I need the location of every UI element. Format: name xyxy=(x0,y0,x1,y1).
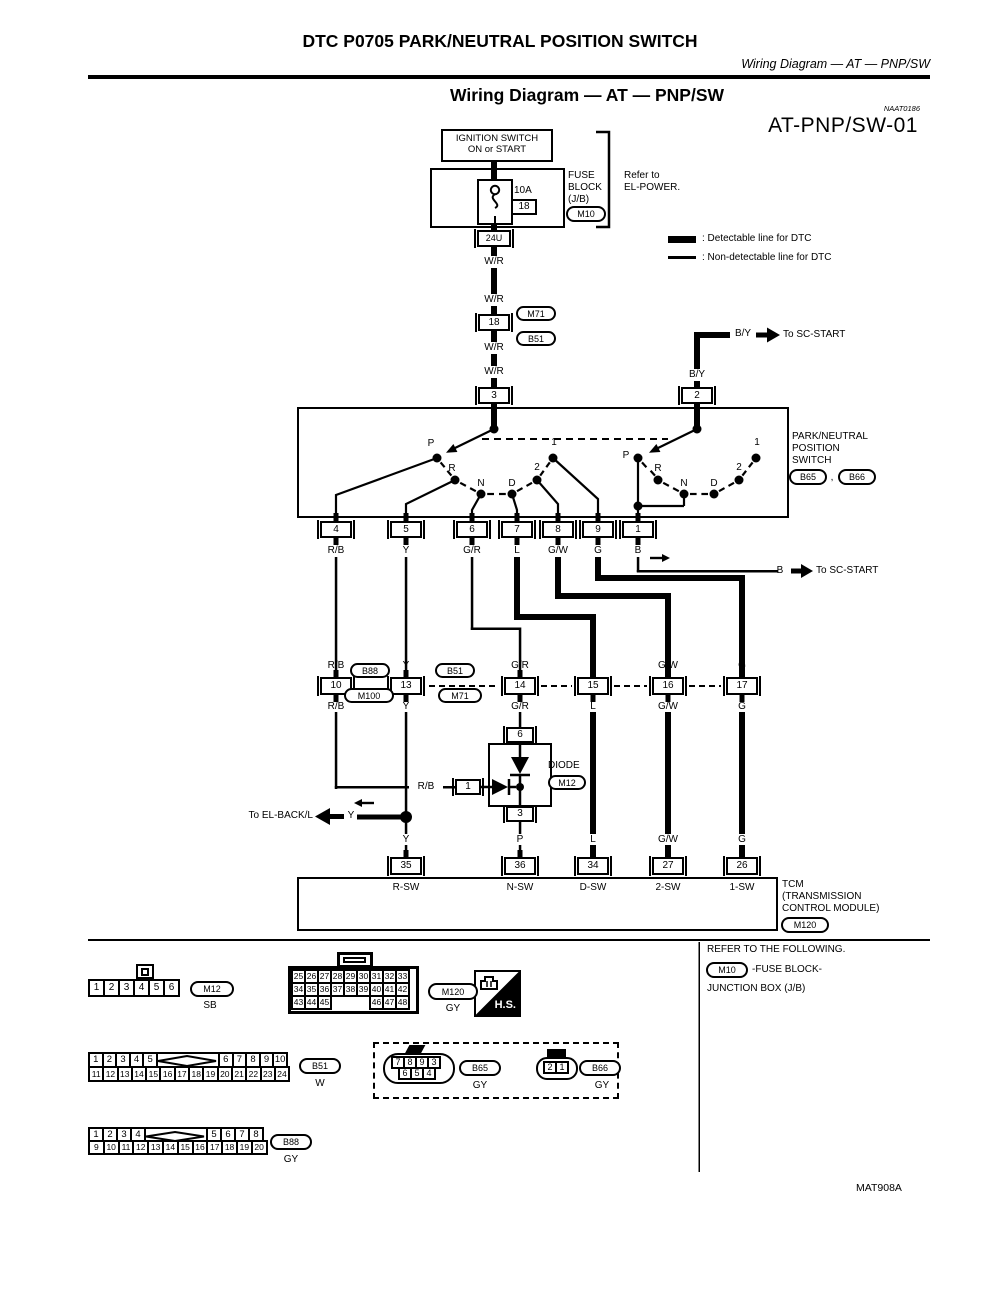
connector-cell: 4 xyxy=(129,1052,145,1068)
connector-cell: 12 xyxy=(132,1140,149,1155)
connector-cell: 2 xyxy=(102,1127,118,1142)
connector-cell: 2 xyxy=(543,1061,557,1074)
connector-cell: 16 xyxy=(192,1140,209,1155)
connector-ref-m10-footer: M10 xyxy=(706,962,748,978)
terminal-9: 9 xyxy=(582,521,614,538)
tcm-terminal-27: 27 xyxy=(652,857,684,875)
switch-position-2: 2 xyxy=(736,462,742,473)
connector-cell: 40 xyxy=(369,982,384,997)
wire-label-y: Y xyxy=(398,834,414,845)
connector-cell: 24 xyxy=(274,1066,290,1082)
connector-ref-b66-footer: B66 xyxy=(579,1060,621,1076)
terminal-7: 7 xyxy=(501,521,533,538)
connector-cell: 13 xyxy=(117,1066,133,1082)
wire-label-wr: W/R xyxy=(484,294,504,305)
b88-color: GY xyxy=(283,1154,299,1165)
wire-label-rb-diode: R/B xyxy=(409,781,443,792)
fuse-block-box xyxy=(430,168,565,228)
switch-position-r: R xyxy=(448,463,456,474)
connector-cell: 16 xyxy=(159,1066,175,1082)
b66-color: GY xyxy=(594,1080,610,1091)
terminal-13: 13 xyxy=(390,677,422,695)
b51-row2 xyxy=(88,1066,290,1082)
connector-ref-b51: B51 xyxy=(516,331,556,346)
wire-color-y: Y xyxy=(402,545,410,556)
connector-cell: 9 xyxy=(88,1140,105,1155)
wire-color-l: L xyxy=(590,701,596,712)
pnp-name-line1: PARK/NEUTRAL xyxy=(792,431,868,442)
connector-cell: 25 xyxy=(291,969,306,984)
connector-cell: 7 xyxy=(234,1127,250,1142)
connector-cell: 31 xyxy=(369,969,384,984)
switch-position-1: 1 xyxy=(754,437,760,448)
diode-terminal-1: 1 xyxy=(455,779,481,795)
wire-label-wr: W/R xyxy=(484,256,504,267)
code-ref: NAAT0186 xyxy=(883,104,920,113)
wire-color-y: Y xyxy=(402,701,410,712)
wire-color-gr: G/R xyxy=(511,701,529,712)
connector-cell: 42 xyxy=(395,982,410,997)
connector-ref-b88-footer: B88 xyxy=(270,1134,312,1150)
connector-cell: 34 xyxy=(291,982,306,997)
connector-cell: 8 xyxy=(403,1056,417,1069)
connector-cell: 5 xyxy=(206,1127,222,1142)
ignition-line2: ON or START xyxy=(467,144,527,155)
connector-cell: 13 xyxy=(147,1140,164,1155)
wire-label-y: Y xyxy=(347,810,355,821)
wire-color-gw: G/W xyxy=(658,701,678,712)
pnp-name-line2: POSITION xyxy=(792,443,840,454)
connector-cell: 6 xyxy=(220,1127,236,1142)
wire-color-l: L xyxy=(514,545,520,556)
connector-cell: 17 xyxy=(206,1140,223,1155)
connector-cell: 18 xyxy=(188,1066,204,1082)
connector-cell: 44 xyxy=(304,995,319,1010)
refer-el-power-line2: EL-POWER. xyxy=(624,182,681,193)
connector-cell: 3 xyxy=(115,1052,131,1068)
switch-position-1: 1 xyxy=(551,437,557,448)
connector-cell: 8 xyxy=(245,1052,261,1068)
connector-separator: , xyxy=(830,472,834,483)
wire-label-wr: W/R xyxy=(484,366,504,377)
connector-cell: 27 xyxy=(317,969,332,984)
wire-color-rb: R/B xyxy=(327,701,345,712)
diode-label: DIODE xyxy=(548,760,580,771)
connector-ref-b51-footer: B51 xyxy=(299,1058,341,1074)
to-sc-start-label: To SC-START xyxy=(783,329,846,340)
signal-2-sw: 2-SW xyxy=(655,882,681,893)
connector-cell: 18 xyxy=(221,1140,238,1155)
connector-cell: 14 xyxy=(162,1140,179,1155)
to-sc-start-label: To SC-START xyxy=(816,565,879,576)
wire-color-gw: G/W xyxy=(658,660,678,671)
connector-cell: 11 xyxy=(88,1066,104,1082)
legend-non-detectable: : Non-detectable line for DTC xyxy=(702,252,832,263)
m120-row3 xyxy=(291,995,410,1010)
to-el-backl-label: To EL-BACK/L xyxy=(248,810,313,821)
connector-ref-m71: M71 xyxy=(438,688,482,703)
connector-cell: 11 xyxy=(118,1140,135,1155)
tcm-name-line1: TCM xyxy=(782,879,804,890)
connector-cell: 26 xyxy=(304,969,319,984)
connector-cell: 5 xyxy=(410,1067,424,1080)
connector-cell: 30 xyxy=(356,969,371,984)
b88-row2 xyxy=(88,1140,268,1155)
tcm-terminal-36: 36 xyxy=(504,857,536,875)
connector-cell: 45 xyxy=(317,995,332,1010)
connector-cell: 2 xyxy=(103,979,120,997)
connector-cell: 38 xyxy=(343,982,358,997)
switch-position-p: P xyxy=(427,438,435,449)
terminal-15: 15 xyxy=(577,677,609,695)
refer-el-power-line1: Refer to xyxy=(624,170,660,181)
connector-cell: 5 xyxy=(142,1052,158,1068)
wire-label-g: G xyxy=(734,834,750,845)
connector-cell: 43 xyxy=(291,995,306,1010)
wire-label-by: B/Y xyxy=(688,369,706,380)
connector-cell: 1 xyxy=(88,1052,104,1068)
diode-terminal-3: 3 xyxy=(506,806,534,822)
wire-label-l: L xyxy=(585,834,601,845)
connector-cell: 6 xyxy=(163,979,180,997)
b65-color: GY xyxy=(472,1080,488,1091)
tcm-name-line3: CONTROL MODULE) xyxy=(782,903,880,914)
m120-tab-inner xyxy=(343,957,366,963)
b66-tab xyxy=(547,1049,566,1058)
switch-position-n: N xyxy=(477,478,485,489)
terminal-18: 18 xyxy=(478,314,510,331)
wire-label-p: P xyxy=(512,834,528,845)
terminal-2: 2 xyxy=(681,387,713,404)
connector-cell: 19 xyxy=(202,1066,218,1082)
diagram-id: AT-PNP/SW-01 xyxy=(768,114,918,137)
terminal-1: 1 xyxy=(622,521,654,538)
wire-color-b: B xyxy=(634,545,642,556)
terminal-16: 16 xyxy=(652,677,684,695)
wire-color-g: G xyxy=(738,660,746,671)
terminal-5: 5 xyxy=(390,521,422,538)
connector-ref-b65-footer: B65 xyxy=(459,1060,501,1076)
section-title: Wiring Diagram — AT — PNP/SW xyxy=(449,85,725,105)
connector-cell: 39 xyxy=(356,982,371,997)
fuse-block-ref-text: -FUSE BLOCK- xyxy=(752,964,823,975)
terminal-6: 6 xyxy=(456,521,488,538)
connector-cell: 1 xyxy=(88,1127,104,1142)
tcm-terminal-34: 34 xyxy=(577,857,609,875)
signal-d-sw: D-SW xyxy=(579,882,607,893)
wire-color-g: G xyxy=(738,701,746,712)
fuse-number-box: 18 xyxy=(511,199,537,215)
connector-cell: 28 xyxy=(330,969,345,984)
wire-color-g: G xyxy=(594,545,602,556)
connector-cell: 35 xyxy=(304,982,319,997)
fuse-block-line1: FUSE xyxy=(568,170,595,181)
connector-cell: 10 xyxy=(272,1052,288,1068)
wire-color-l: L xyxy=(590,660,596,671)
wire-color-rb: R/B xyxy=(327,660,345,671)
connector-ref-b88: B88 xyxy=(350,663,390,678)
connector-cell: 36 xyxy=(317,982,332,997)
connector-cell: 46 xyxy=(369,995,384,1010)
connector-cell: 9 xyxy=(259,1052,275,1068)
connector-cell: 12 xyxy=(102,1066,118,1082)
connector-cell: 4 xyxy=(133,979,150,997)
connector-cell: 23 xyxy=(260,1066,276,1082)
tcm-terminal-35: 35 xyxy=(390,857,422,875)
connector-cell: 5 xyxy=(148,979,165,997)
connector-cell: 10 xyxy=(103,1140,120,1155)
connector-cell: 41 xyxy=(382,982,397,997)
connector-ref-m120-footer: M120 xyxy=(428,983,478,1000)
connector-cell: 2 xyxy=(102,1052,118,1068)
m12-tab-inner xyxy=(141,968,149,976)
connector-ref-m12-footer: M12 xyxy=(190,981,234,997)
connector-cell: 17 xyxy=(174,1066,190,1082)
wire-color-y: Y xyxy=(402,660,410,671)
connector-cell: 15 xyxy=(145,1066,161,1082)
connector-ref-m10: M10 xyxy=(566,206,606,222)
connector-ref-b66: B66 xyxy=(838,469,876,485)
wire-color-rb: R/B xyxy=(327,545,345,556)
connector-cell: 8 xyxy=(248,1127,264,1142)
refer-title: REFER TO THE FOLLOWING. xyxy=(707,944,846,955)
connector-cell: 3 xyxy=(116,1127,132,1142)
connector-ref-m71: M71 xyxy=(516,306,556,321)
connector-cell: 37 xyxy=(330,982,345,997)
wire-label-by: B/Y xyxy=(734,328,752,339)
b51-color: W xyxy=(315,1078,325,1089)
fuse-block-line2: BLOCK xyxy=(568,182,602,193)
connector-cell: 15 xyxy=(177,1140,194,1155)
connector-cell: 3 xyxy=(118,979,135,997)
m12-color: SB xyxy=(203,1000,217,1011)
terminal-17: 17 xyxy=(726,677,758,695)
hs-label: H.S. xyxy=(494,999,516,1011)
diode-box xyxy=(488,743,552,807)
signal-1-sw: 1-SW xyxy=(729,882,755,893)
connector-cell: 4 xyxy=(130,1127,146,1142)
connector-ref-m100: M100 xyxy=(344,688,394,703)
breadcrumb: Wiring Diagram — AT — PNP/SW xyxy=(741,57,930,71)
connector-cell: 6 xyxy=(398,1067,412,1080)
tcm-terminal-26: 26 xyxy=(726,857,758,875)
connector-ref-m12: M12 xyxy=(548,775,586,790)
wire-label-b: B xyxy=(776,565,784,576)
terminal-4: 4 xyxy=(320,521,352,538)
diode-terminal-6: 6 xyxy=(506,727,534,743)
connector-cell: 3 xyxy=(427,1056,441,1069)
signal-n-sw: N-SW xyxy=(506,882,534,893)
terminal-10: 10 xyxy=(320,677,352,695)
wire-color-gr: G/R xyxy=(511,660,529,671)
tcm-name-line2: (TRANSMISSION xyxy=(782,891,862,902)
terminal-3: 3 xyxy=(478,387,510,404)
m120-color: GY xyxy=(445,1003,461,1014)
b66-cells xyxy=(543,1061,569,1074)
connector-cell: 6 xyxy=(218,1052,234,1068)
connector-ref-m120: M120 xyxy=(781,917,829,933)
connector-cell: 4 xyxy=(422,1067,436,1080)
connector-ref-b51: B51 xyxy=(435,663,475,678)
connector-cell: 20 xyxy=(217,1066,233,1082)
terminal-8: 8 xyxy=(542,521,574,538)
switch-position-d: D xyxy=(710,478,718,489)
wire-color-gr: G/R xyxy=(463,545,481,556)
wire-label-gw: G/W xyxy=(650,834,686,845)
connector-cell: 22 xyxy=(245,1066,261,1082)
connector-cell: 32 xyxy=(382,969,397,984)
connector-cell: 47 xyxy=(382,995,397,1010)
connector-ref-b65: B65 xyxy=(789,469,827,485)
switch-position-d: D xyxy=(508,478,516,489)
connector-cell: 7 xyxy=(232,1052,248,1068)
connector-cell: 1 xyxy=(555,1061,569,1074)
junction-box-text: JUNCTION BOX (J/B) xyxy=(707,983,806,994)
b65-row2 xyxy=(398,1067,436,1080)
terminal-24u: 24U xyxy=(477,230,511,247)
pnp-name-line3: SWITCH xyxy=(792,455,832,466)
switch-position-n: N xyxy=(680,478,688,489)
connector-icon xyxy=(478,974,500,992)
wire-label-wr: W/R xyxy=(484,342,504,353)
ignition-line1: IGNITION SWITCH xyxy=(455,133,539,144)
connector-cell: 21 xyxy=(231,1066,247,1082)
connector-cell: 20 xyxy=(251,1140,268,1155)
switch-position-p: P xyxy=(622,450,630,461)
connector-cell: 19 xyxy=(236,1140,253,1155)
connector-cell: 48 xyxy=(395,995,410,1010)
terminal-14: 14 xyxy=(504,677,536,695)
fuse-rating: 10A xyxy=(514,185,532,196)
fuse-block-line3: (J/B) xyxy=(568,194,590,205)
signal-r-sw: R-SW xyxy=(392,882,420,893)
figure-code: MAT908A xyxy=(856,1182,902,1194)
page-title: DTC P0705 PARK/NEUTRAL POSITION SWITCH xyxy=(302,31,698,51)
connector-cell: 1 xyxy=(88,979,105,997)
connector-cell: 7 xyxy=(391,1056,405,1069)
legend-detectable: : Detectable line for DTC xyxy=(702,233,812,244)
switch-position-2: 2 xyxy=(534,462,540,473)
connector-cell: 14 xyxy=(131,1066,147,1082)
connector-cell: 9 xyxy=(415,1056,429,1069)
wire-color-gw: G/W xyxy=(548,545,568,556)
switch-position-r: R xyxy=(654,463,662,474)
connector-cell: 29 xyxy=(343,969,358,984)
m12-cell-row xyxy=(88,979,180,997)
connector-cell: 33 xyxy=(395,969,410,984)
